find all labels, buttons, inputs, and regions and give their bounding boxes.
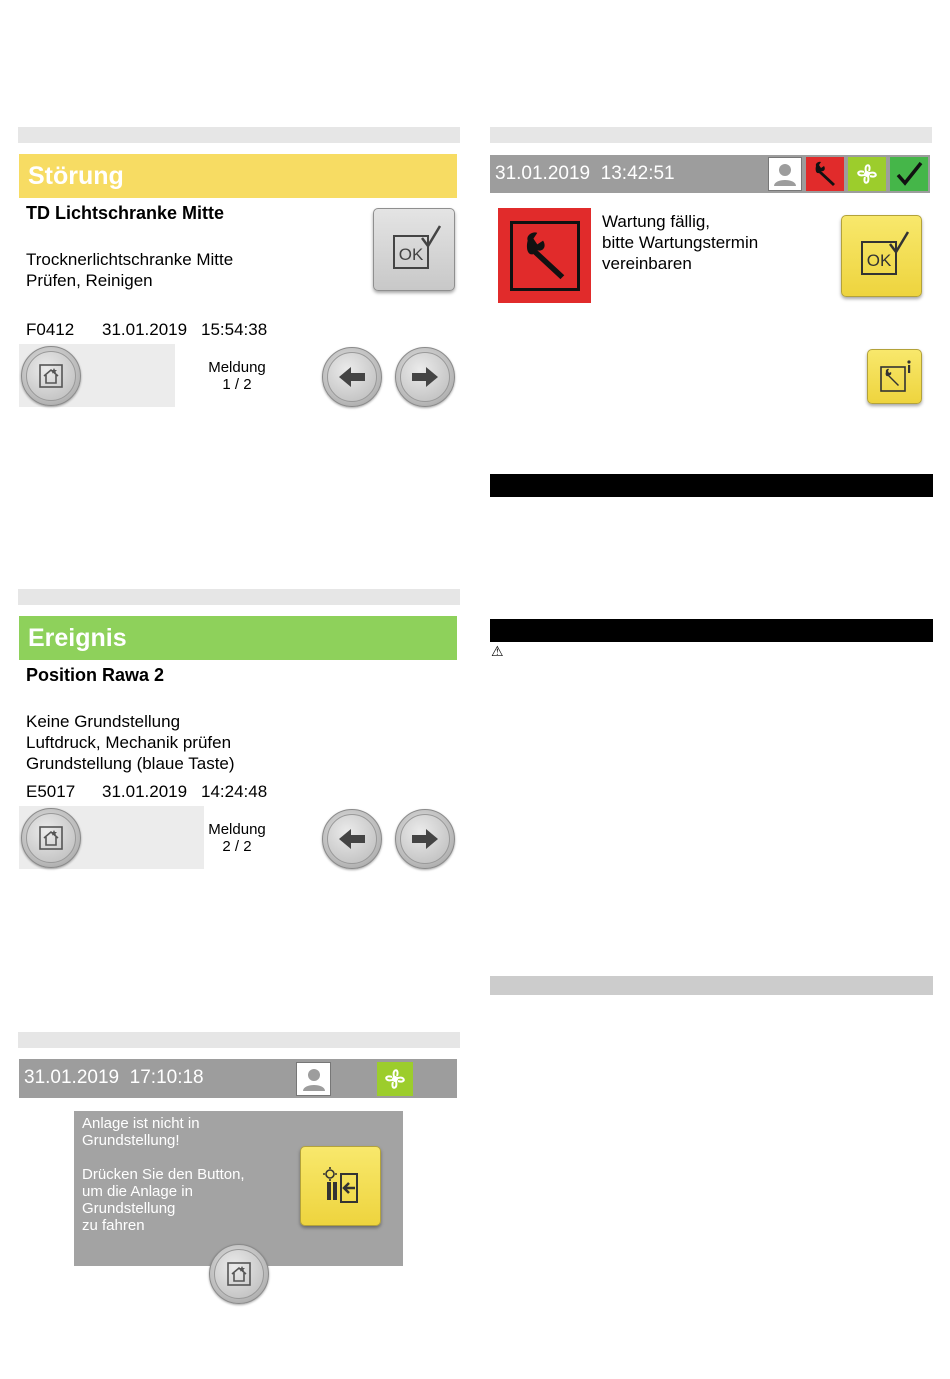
message-counter — [197, 359, 277, 393]
ok-button[interactable] — [841, 215, 922, 297]
message-label: Meldung — [208, 821, 266, 838]
home-button[interactable] — [21, 346, 81, 406]
status-time: 13:42:51 — [600, 163, 675, 184]
wrench-icon — [811, 160, 839, 188]
user-button[interactable] — [296, 1062, 331, 1096]
fault-header: Störung — [19, 154, 457, 198]
ok-check-icon — [382, 220, 446, 280]
event-header: Ereignis — [19, 616, 457, 660]
home-position-icon — [319, 1164, 363, 1208]
next-button[interactable] — [395, 809, 455, 869]
warning-icon: ⚠ — [491, 643, 504, 659]
separator-strip — [18, 589, 460, 605]
maintenance-alert-icon-box — [498, 208, 591, 303]
previous-button[interactable] — [322, 809, 382, 869]
event-date: 31.01.2019 — [102, 782, 188, 801]
check-icon — [894, 159, 924, 189]
black-bar — [490, 474, 933, 497]
fault-date: 31.01.2019 — [102, 320, 188, 339]
status-time: 17:10:18 — [129, 1067, 204, 1088]
message-count: 2 / 2 — [222, 838, 252, 855]
arrow-left-icon — [337, 827, 367, 851]
home-icon — [225, 1260, 253, 1288]
user-icon — [300, 1065, 328, 1093]
status-date: 31.01.2019 — [495, 163, 591, 184]
home-button[interactable] — [21, 808, 81, 868]
separator-strip — [490, 127, 932, 143]
home-position-button[interactable] — [300, 1146, 381, 1226]
user-button[interactable] — [768, 157, 802, 191]
home-icon — [37, 362, 65, 390]
arrow-left-icon — [337, 365, 367, 389]
fan-icon — [380, 1064, 410, 1094]
ok-status[interactable] — [890, 157, 928, 191]
event-title: Position Rawa 2 — [26, 665, 165, 685]
event-time: 14:24:48 — [201, 782, 268, 801]
svg-text:OK: OK — [398, 244, 424, 264]
black-bar — [490, 619, 933, 642]
message-count: 1 / 2 — [222, 376, 252, 393]
status-date: 31.01.2019 — [24, 1067, 120, 1088]
home-button[interactable] — [209, 1244, 269, 1304]
fan-icon — [852, 159, 882, 189]
message-counter — [197, 821, 277, 855]
fault-description: Trocknerlichtschranke Mitte Prüfen, Reinigen — [26, 250, 234, 290]
event-code: E5017 — [26, 782, 76, 801]
fault-code: F0412 — [26, 320, 75, 339]
gray-bar — [490, 976, 933, 995]
svg-text:OK: OK — [866, 251, 891, 270]
ok-button[interactable] — [373, 208, 455, 291]
arrow-right-icon — [410, 365, 440, 389]
ok-check-icon — [850, 226, 914, 286]
maintenance-message: Wartung fällig, bitte Wartungstermin vereinbaren — [602, 212, 759, 273]
arrow-right-icon — [410, 827, 440, 851]
eco-status[interactable] — [848, 157, 886, 191]
home-icon — [37, 824, 65, 852]
fault-time: 15:54:38 — [201, 320, 268, 339]
fault-title: TD Lichtschranke Mitte — [26, 203, 225, 223]
maintenance-info-icon — [875, 357, 915, 397]
user-icon — [771, 160, 799, 188]
wrench-icon — [518, 229, 572, 283]
next-button[interactable] — [395, 347, 455, 407]
previous-button[interactable] — [322, 347, 382, 407]
maintenance-info-button[interactable] — [867, 349, 922, 404]
separator-strip — [18, 127, 460, 143]
separator-strip — [18, 1032, 460, 1048]
maintenance-status[interactable] — [806, 157, 844, 191]
eco-status[interactable] — [377, 1062, 413, 1096]
home-position-text: Anlage ist nicht in Grundstellung! Drücken Sie den Button, um die Anlage in Grundstellung zu fahren — [82, 1115, 245, 1234]
event-description: Keine Grundstellung Luftdruck, Mechanik prüfen Grundstellung (blaue Taste) — [26, 712, 235, 773]
message-label: Meldung — [208, 359, 266, 376]
